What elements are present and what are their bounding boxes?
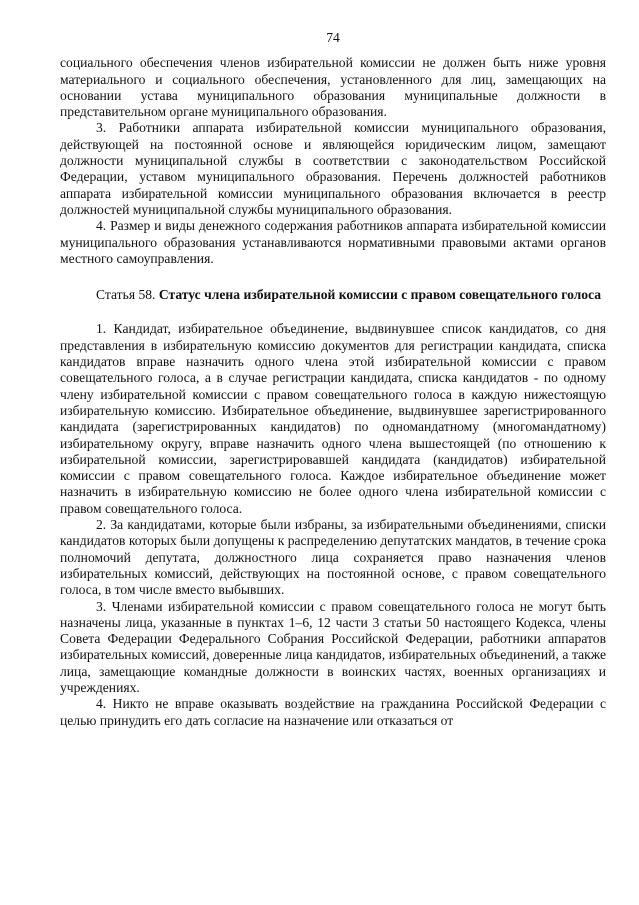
article-heading: [60, 287, 606, 303]
paragraph-item-4: 4. Размер и виды денежного содержания работников аппарата избирательной комиссии муниципального образования устанавливаются нормативными правовыми актами органов местного самоуправления.: [60, 218, 606, 266]
document-page: [60, 30, 606, 890]
article-paragraph-3: 3. Членами избирательной комиссии с правом совещательного голоса не могут быть назначены лица, указанные в пунктах 1–6, 12 части 3 статьи 50 настоящего Кодекса, члены Совета Федерации Федерального Собрания Российской Федерации, работники аппаратов избирательных комиссий, доверенные лица кандидатов, избирательных объединений, а также лица, замещающие командные должности в воинских частях, военных организациях и учреждениях.: [60, 598, 606, 695]
paragraph-continuation: социального обеспечения членов избирательной комиссии не должен быть ниже уровня материального и социального обеспечения, установленного для лиц, замещающих на основании устава муниципального образования муниципальные должности в представительном органе муниципального образования.: [60, 55, 606, 120]
article-paragraph-2: 2. За кандидатами, которые были избраны, за избирательными объединениями, списки кандидатов которых были допущены к распределению депутатских мандатов, в течение срока полномочий депутата, должностного лица сохраняется право назначения членов избирательных комиссий, действующих на постоянной основе, с правом совещательного голоса, в том числе вместо выбывших.: [60, 517, 606, 598]
article-title: Статус члена избирательной комиссии с правом совещательного голоса: [158, 287, 602, 303]
paragraph-item-3: 3. Работники аппарата избирательной комиссии муниципального образования, действующей на постоянной основе и являющейся юридическим лицом, замещают должности муниципальной службы в соответствии с законодательством Российской Федерации, уставом муниципального образования. Перечень должностей работников аппарата избирательной комиссии муниципального образования включается в реестр должностей муниципальной службы муниципального образования.: [60, 120, 606, 217]
article-paragraph-4: 4. Никто не вправе оказывать воздействие на гражданина Российской Федерации с целью принудить его дать согласие на назначение или отказаться от: [60, 696, 606, 728]
article-label: Статья 58.: [96, 287, 156, 303]
page-number: 74: [326, 30, 340, 45]
article-paragraph-1: 1. Кандидат, избирательное объединение, выдвинувшее список кандидатов, со дня представления в избирательную комиссию документов для регистрации кандидата, списка кандидатов вправе назначить одного члена этой избирательной комиссии с правом совещательного голоса, а в случае регистрации кандидата, списка кандидатов - по одному члену избирательной комиссии с правом совещательного голоса в каждую нижестоящую избирательную комиссию. Избирательное объединение, выдвинувшее зарегистрированного кандидата (зарегистрированных кандидатов) по одномандатному (многомандатному) избирательному округу, вправе назначить одного члена вышестоящей (по отношению к избирательной комиссии, зарегистрировавшей кандидата (кандидатов) избирательной комиссии с правом совещательного голоса. Каждое избирательное объединение может назначить в избирательную комиссию не более одного члена избирательной комиссии с правом совещательного голоса.: [60, 321, 606, 516]
